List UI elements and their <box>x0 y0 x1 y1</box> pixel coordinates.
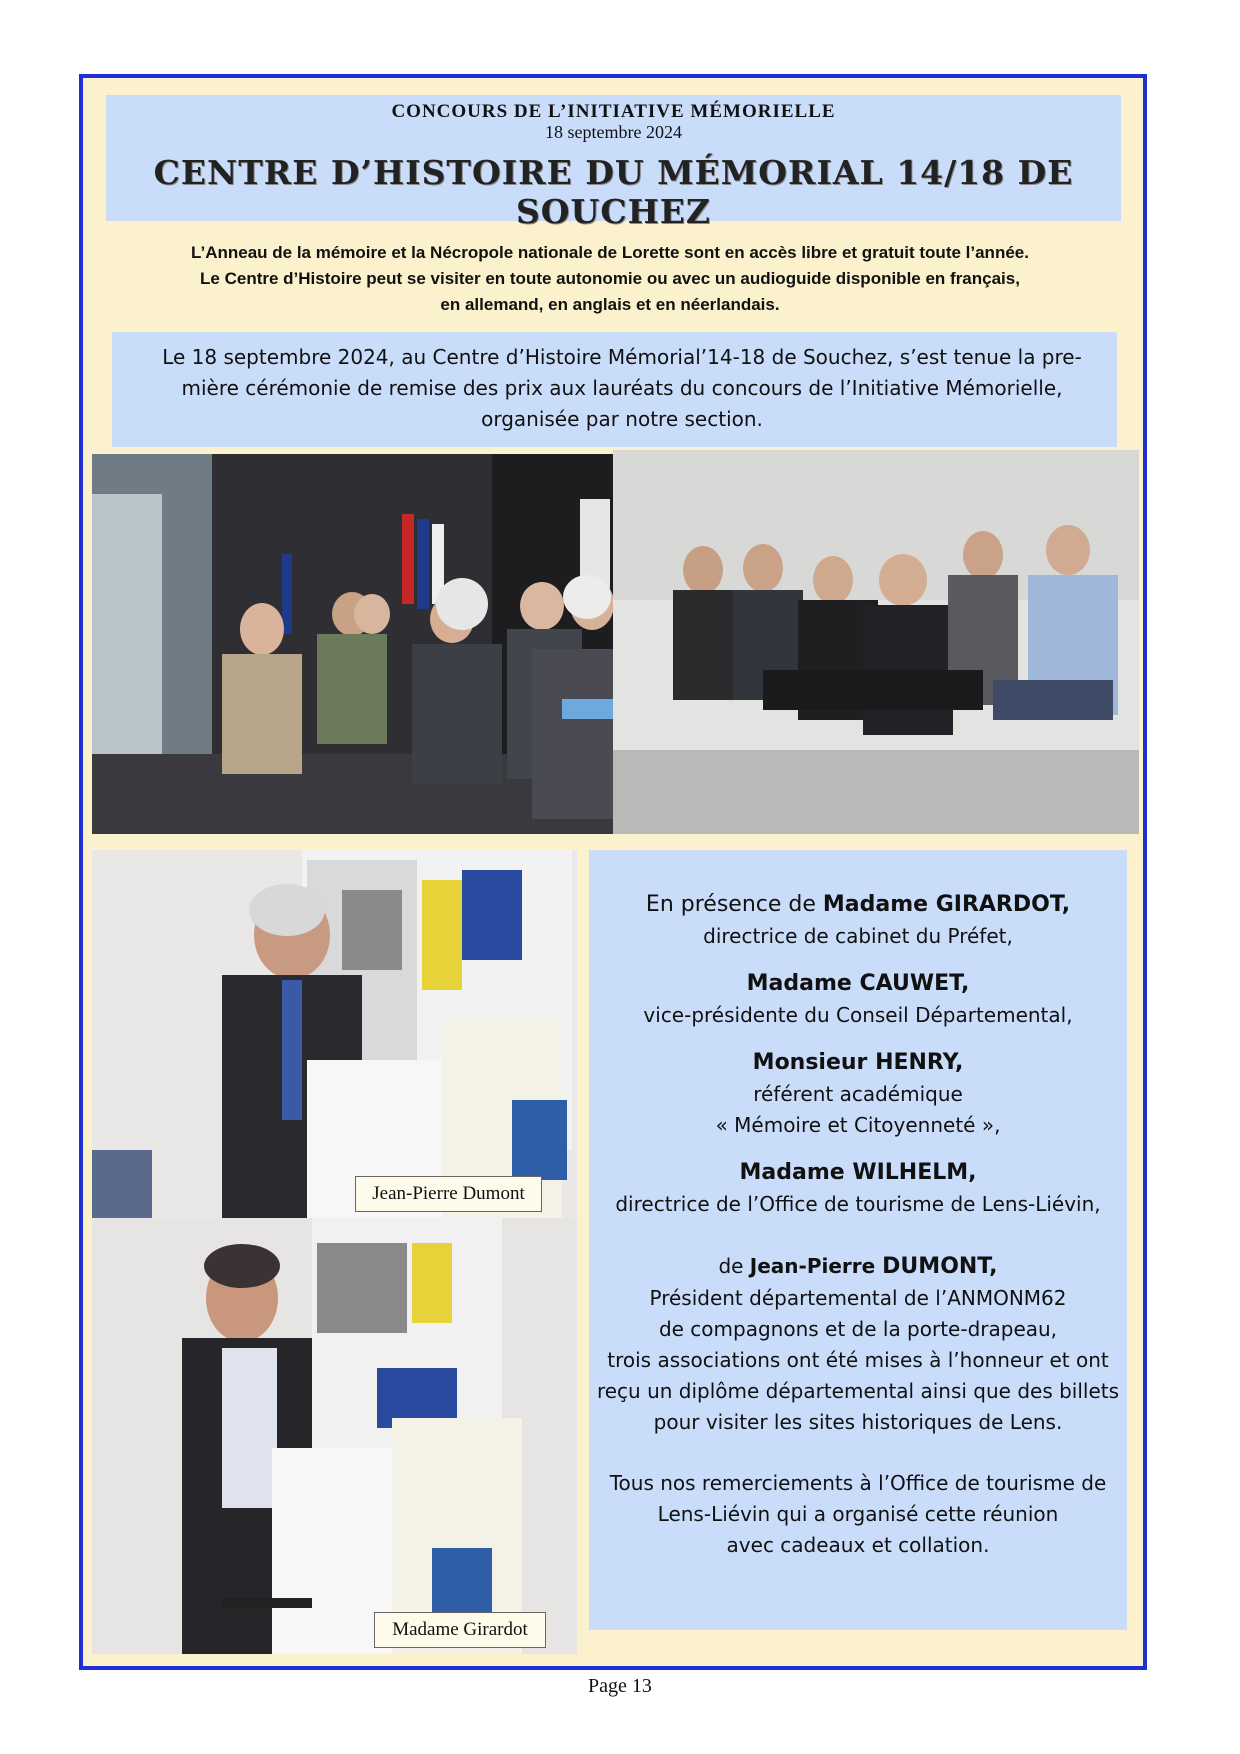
info-p3-role1: référent académique <box>753 1082 963 1106</box>
contest-label: CONCOURS DE L’INITIATIVE MÉMORIELLE <box>391 101 836 122</box>
info-p3-name: Monsieur HENRY, <box>752 1050 964 1075</box>
caption-dumont: Jean-Pierre Dumont <box>355 1176 542 1212</box>
info-p2-name: Madame CAUWET, <box>746 971 970 996</box>
info-p5-prefix: de <box>718 1254 750 1278</box>
caption-girardot: Madame Girardot <box>374 1612 546 1648</box>
info-p4-role: directrice de l’Office de tourisme de Lens-Liévin, <box>615 1192 1101 1216</box>
intro-line: Le Centre d’Histoire peut se visiter en toute autonomie ou avec un audioguide disponible en français, <box>200 269 1020 288</box>
info-p5-line: de compagnons et de la porte-drapeau, <box>658 1317 1058 1341</box>
photo-girardot-speaking <box>92 1218 577 1654</box>
intro-line: L’Anneau de la mémoire et la Nécropole nationale de Lorette sont en accès libre et gratuit toute l’année. <box>191 243 1029 262</box>
lead-box <box>112 332 1117 447</box>
info-p5-line: reçu un diplôme départemental ainsi que des billets <box>596 1379 1120 1403</box>
lead-line: organisée par notre section. <box>481 407 763 431</box>
lead-paragraph <box>142 342 1102 435</box>
info-p6-line: Lens-Liévin qui a organisé cette réunion <box>657 1502 1059 1526</box>
page-number: Page 13 <box>588 1675 652 1697</box>
info-p5-line: pour visiter les sites historiques de Lens. <box>653 1410 1063 1434</box>
info-p5-first: Jean-Pierre <box>749 1254 883 1278</box>
info-p5-heading <box>589 1250 1127 1283</box>
info-p4-name: Madame WILHELM, <box>739 1160 977 1185</box>
info-p1-role: directrice de cabinet du Préfet, <box>703 924 1013 948</box>
info-p5-last: DUMONT, <box>882 1254 998 1279</box>
photo-audience-flags <box>92 454 613 834</box>
info-box <box>589 850 1127 1630</box>
intro-paragraph <box>130 240 1090 318</box>
info-p1-name: Madame GIRARDOT, <box>822 892 1071 917</box>
info-p3-role2: « Mémoire et Citoyenneté », <box>715 1113 1001 1137</box>
info-p5-line: Président départemental de l’ANMONM62 <box>649 1286 1067 1310</box>
info-p6-line: avec cadeaux et collation. <box>726 1533 990 1557</box>
event-date: 18 septembre 2024 <box>545 122 682 142</box>
info-p5-line: trois associations ont été mises à l’honneur et ont <box>607 1348 1109 1372</box>
intro-line: en allemand, en anglais et en néerlandais. <box>440 295 780 314</box>
photo-dumont-speaking <box>92 850 577 1218</box>
info-text <box>589 888 1127 1561</box>
page-title: CENTRE D’HISTOIRE DU MÉMORIAL 14/18 DE SOUCHEZ <box>153 153 1074 231</box>
lead-line: mière cérémonie de remise des prix aux lauréats du concours de l’Initiative Mémorielle, <box>181 376 1063 400</box>
info-p1 <box>589 888 1127 921</box>
info-p6-line: Tous nos remerciements à l’Office de tourisme de <box>609 1471 1107 1495</box>
photo-seated-group <box>613 450 1139 834</box>
info-p1-prefix: En présence de <box>645 892 823 917</box>
header-banner <box>106 95 1121 231</box>
lead-line: Le 18 septembre 2024, au Centre d’Histoire Mémorial’14-18 de Souchez, s’est tenue la pre- <box>162 345 1082 369</box>
info-p2-role: vice-présidente du Conseil Départemental, <box>643 1003 1073 1027</box>
